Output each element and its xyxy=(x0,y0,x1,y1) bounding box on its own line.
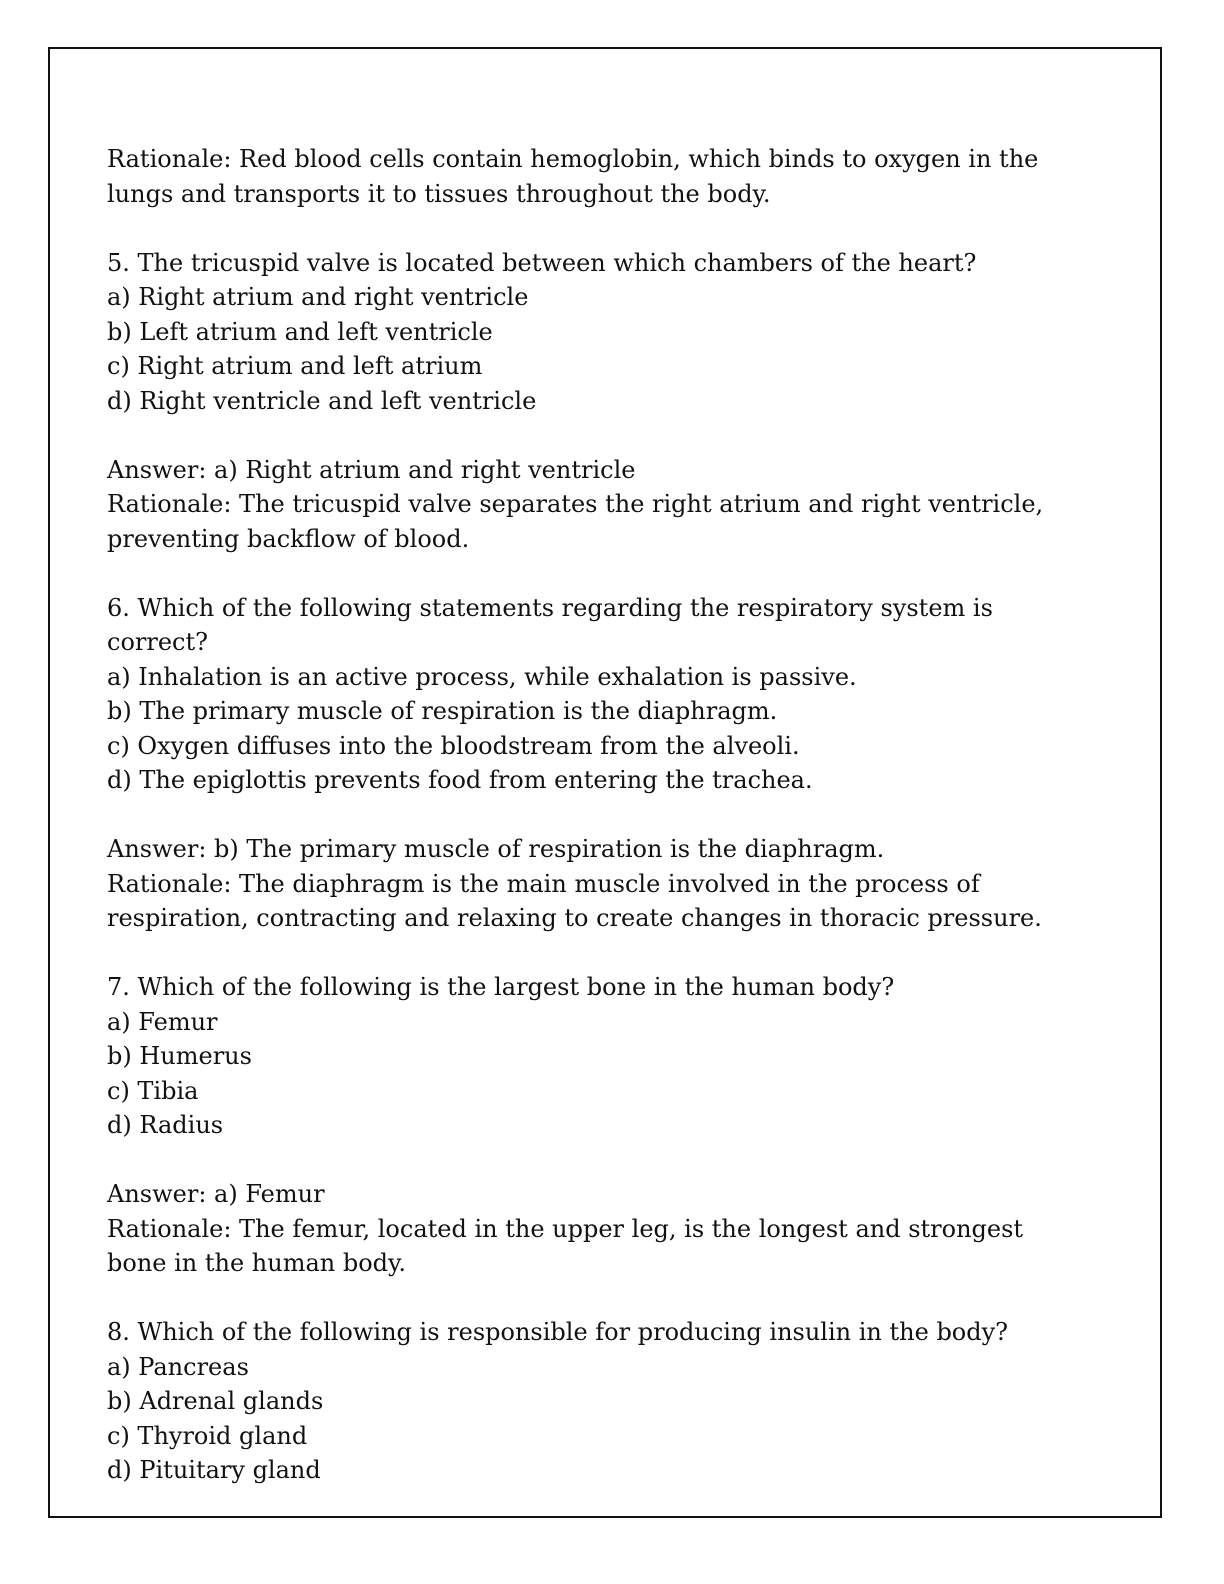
option-d: d) The epiglottis prevents food from entering the trachea. xyxy=(107,766,813,794)
paragraph-gap xyxy=(107,556,1107,591)
document-body xyxy=(107,142,1107,1488)
paragraph-gap xyxy=(107,418,1107,453)
question-5 xyxy=(107,246,1107,419)
paragraph-gap xyxy=(107,1143,1107,1178)
option-c: c) Thyroid gland xyxy=(107,1421,308,1450)
option-d: d) Radius xyxy=(107,1111,224,1139)
option-a: a) Pancreas xyxy=(107,1352,249,1381)
question-7 xyxy=(107,970,1107,1143)
question-text: 5. The tricuspid valve is located between which chambers of the heart? xyxy=(107,248,977,277)
option-b: b) Left atrium and left ventricle xyxy=(107,317,493,346)
question-text: 8. Which of the following is responsible for producing insulin in the body? xyxy=(107,1318,1009,1346)
option-c: c) Right atrium and left atrium xyxy=(107,352,483,380)
option-d: d) Pituitary gland xyxy=(107,1456,321,1484)
question-6 xyxy=(107,591,1107,798)
paragraph-gap xyxy=(107,211,1107,246)
question-text: 6. Which of the following statements regarding the respiratory system is xyxy=(107,593,993,622)
option-c: c) Tibia xyxy=(107,1076,199,1105)
rationale-line: lungs and transports it to tissues throughout the body. xyxy=(107,179,771,208)
rationale-line: Rationale: Red blood cells contain hemoglobin, which binds to oxygen in the xyxy=(107,145,1039,173)
option-b: b) Adrenal glands xyxy=(107,1387,324,1415)
rationale-line: preventing backflow of blood. xyxy=(107,524,470,553)
option-a: a) Inhalation is an active process, while exhalation is passive. xyxy=(107,662,857,691)
answer-text: Answer: a) Femur xyxy=(107,1180,325,1208)
rationale-line: respiration, contracting and relaxing to create changes in thoracic pressure. xyxy=(107,904,1042,932)
answer-block-q7 xyxy=(107,1177,1107,1281)
option-a: a) Right atrium and right ventricle xyxy=(107,283,529,311)
rationale-line: Rationale: The femur, located in the upper leg, is the longest and strongest xyxy=(107,1214,1024,1243)
rationale-line: bone in the human body. xyxy=(107,1249,407,1277)
paragraph-gap xyxy=(107,936,1107,971)
option-c: c) Oxygen diffuses into the bloodstream from the alveoli. xyxy=(107,731,800,760)
answer-text: Answer: a) Right atrium and right ventricle xyxy=(107,455,636,484)
rationale-line: Rationale: The tricuspid valve separates the right atrium and right ventricle, xyxy=(107,490,1044,518)
answer-text: Answer: b) The primary muscle of respiration is the diaphragm. xyxy=(107,835,885,863)
option-d: d) Right ventricle and left ventricle xyxy=(107,386,537,415)
question-8 xyxy=(107,1315,1107,1488)
paragraph-gap xyxy=(107,798,1107,833)
rationale-line: Rationale: The diaphragm is the main muscle involved in the process of xyxy=(107,869,980,898)
option-a: a) Femur xyxy=(107,1007,218,1036)
option-b: b) The primary muscle of respiration is the diaphragm. xyxy=(107,697,778,725)
question-text: 7. Which of the following is the largest bone in the human body? xyxy=(107,973,895,1001)
paragraph-gap xyxy=(107,1281,1107,1316)
rationale-block-q4 xyxy=(107,142,1107,211)
option-b: b) Humerus xyxy=(107,1042,252,1070)
answer-block-q5 xyxy=(107,453,1107,557)
question-text: correct? xyxy=(107,628,208,656)
answer-block-q6 xyxy=(107,832,1107,936)
